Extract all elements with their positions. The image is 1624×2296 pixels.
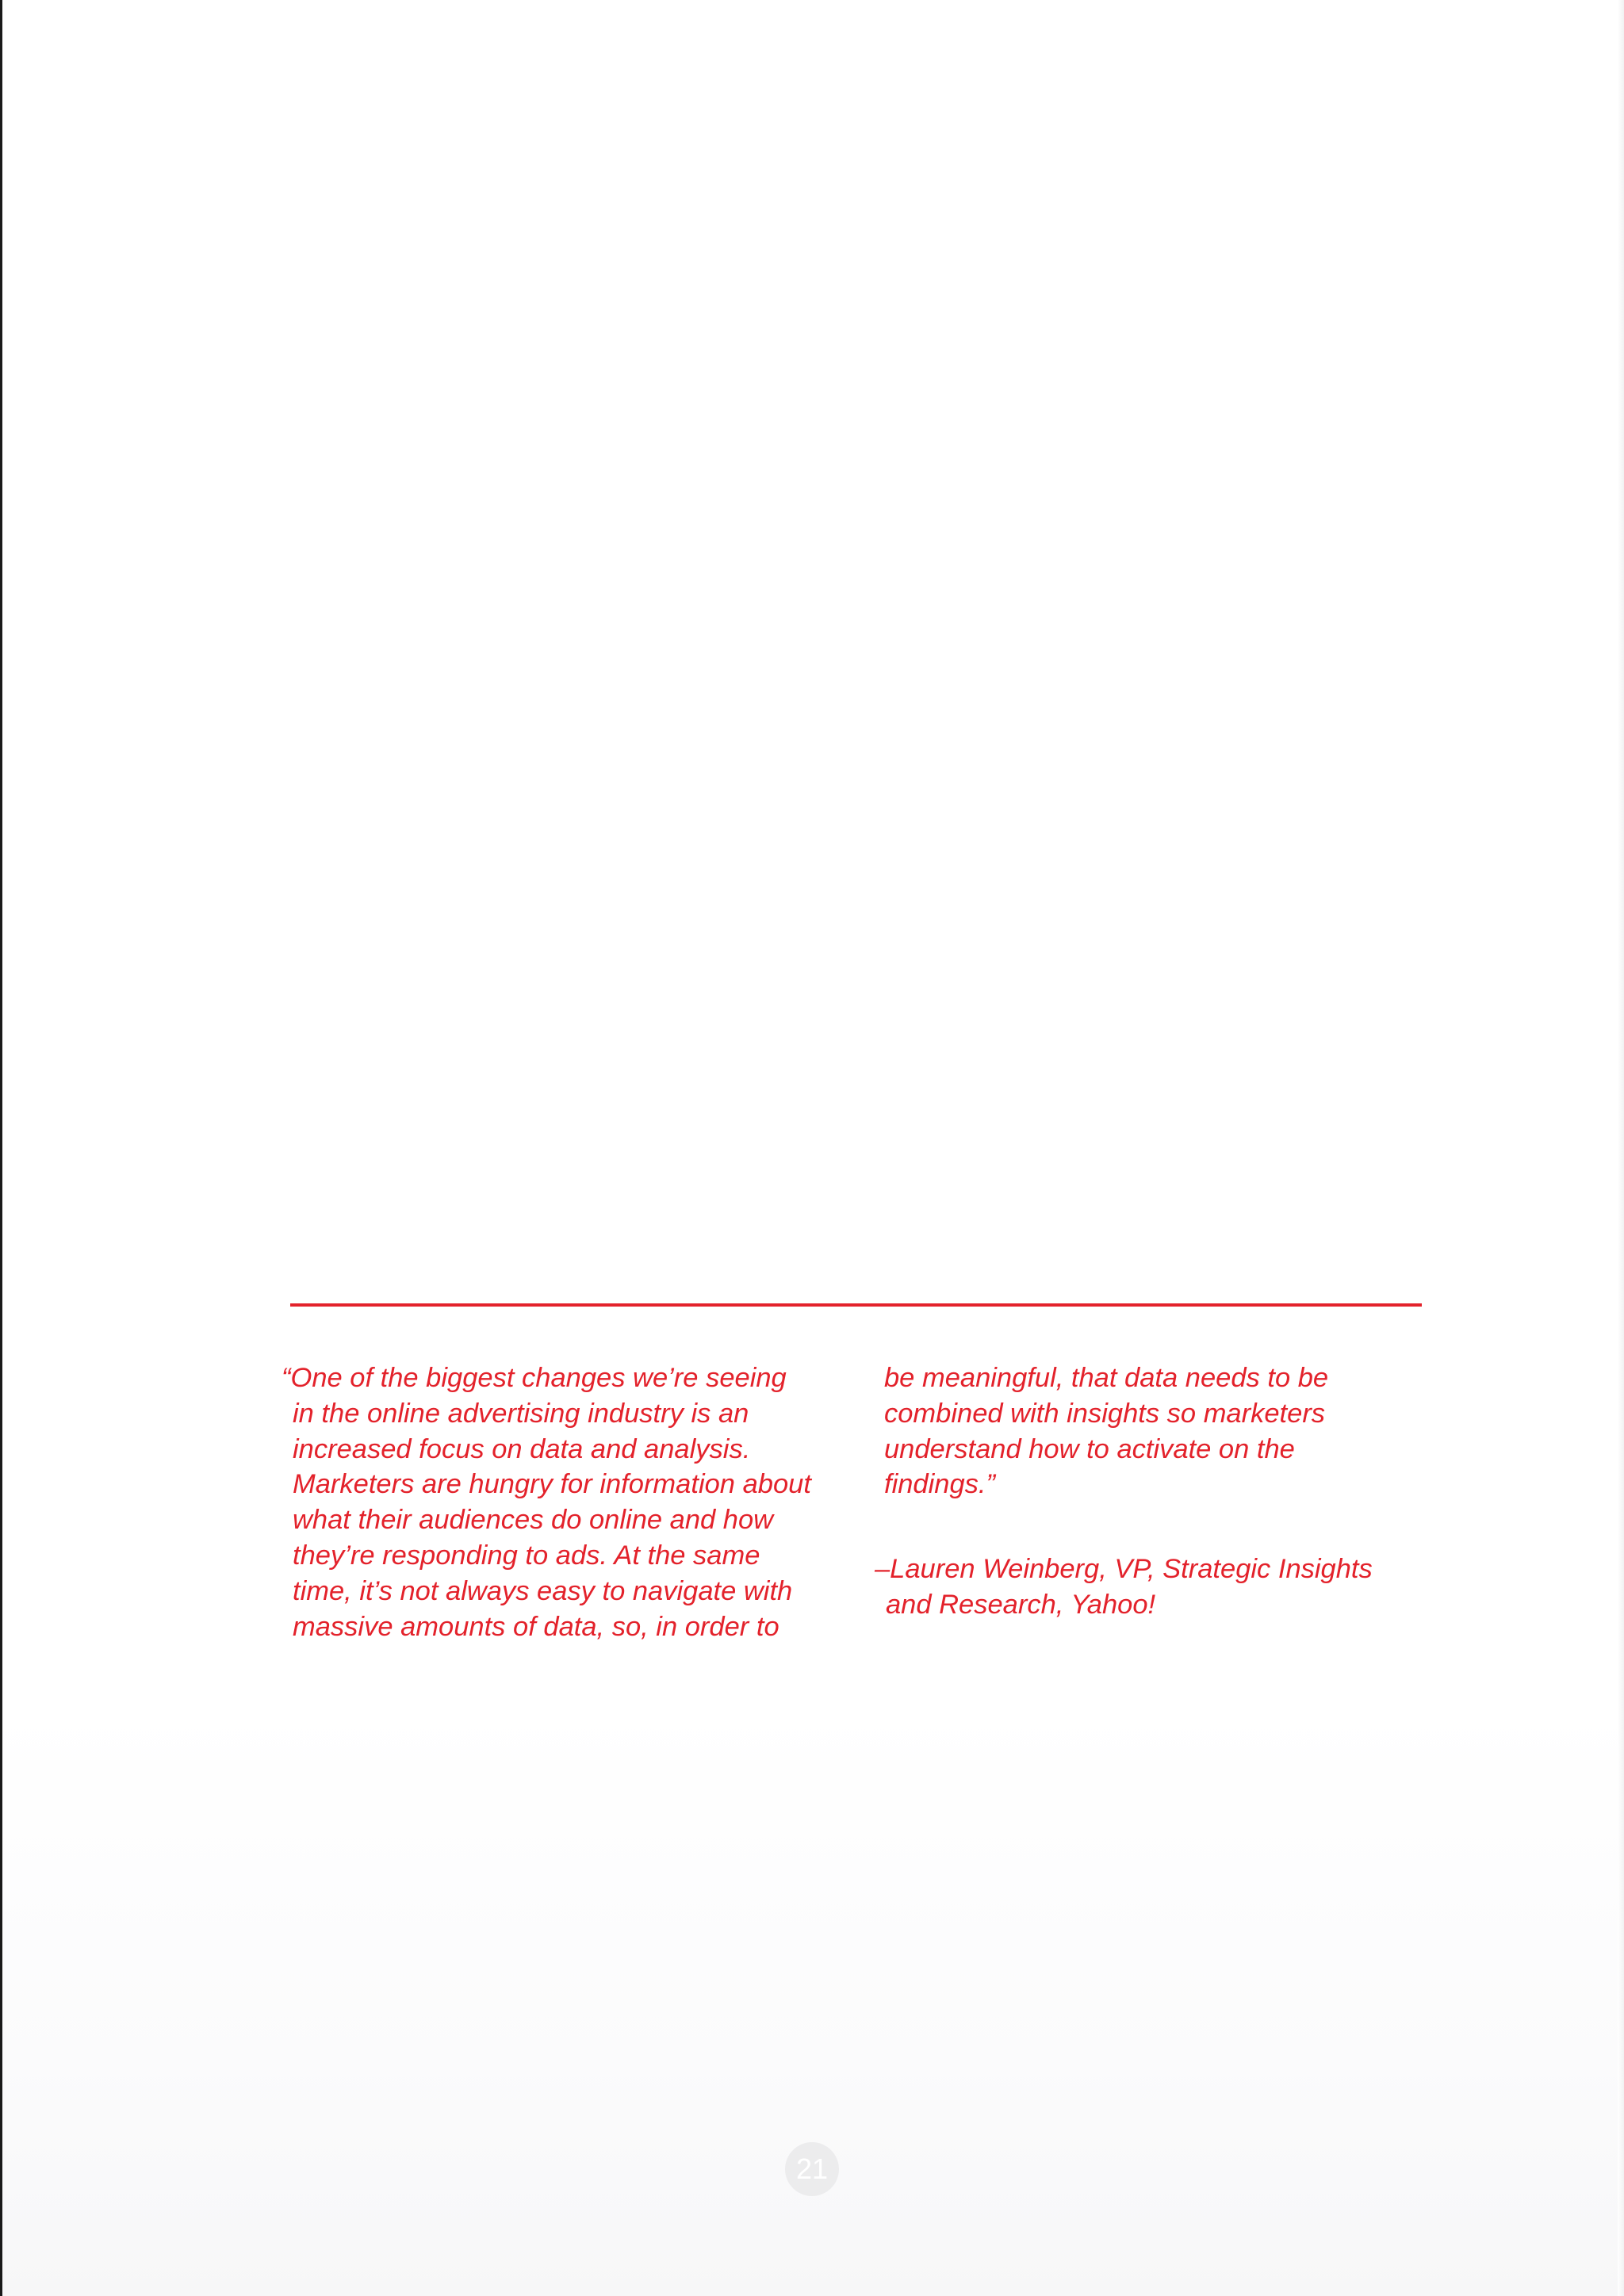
quote-line: in the online advertising industry is an <box>293 1398 749 1429</box>
quote-line: increased focus on data and analysis. <box>293 1433 751 1464</box>
quote-divider-rule <box>290 1303 1422 1307</box>
attribution-line: –Lauren Weinberg, VP, Strategic Insights <box>875 1554 1373 1584</box>
quote-column-left <box>282 1360 811 1644</box>
quote-line: massive amounts of data, so, in order to <box>293 1611 779 1642</box>
quote-line: be meaningful, that data needs to be <box>884 1363 1329 1393</box>
quote-column-right <box>884 1360 1328 1502</box>
quote-line: Marketers are hungry for information about <box>293 1469 811 1500</box>
quote-line: what their audiences do online and how <box>293 1505 774 1536</box>
quote-line: findings.” <box>884 1469 995 1500</box>
quote-attribution <box>875 1552 1373 1623</box>
page-right-shade <box>1618 0 1624 2296</box>
quote-line: “One of the biggest changes we’re seeing <box>282 1363 787 1393</box>
quote-line: combined with insights so marketers <box>884 1398 1326 1429</box>
quote-line: understand how to activate on the <box>884 1433 1295 1464</box>
page-bottom-shade <box>2 1705 1624 2296</box>
quote-line: time, it’s not always easy to navigate with <box>293 1575 793 1606</box>
attribution-line: and Research, Yahoo! <box>886 1589 1156 1620</box>
page-number-badge: 21 <box>785 2142 839 2196</box>
quote-line: they’re responding to ads. At the same <box>293 1540 760 1571</box>
